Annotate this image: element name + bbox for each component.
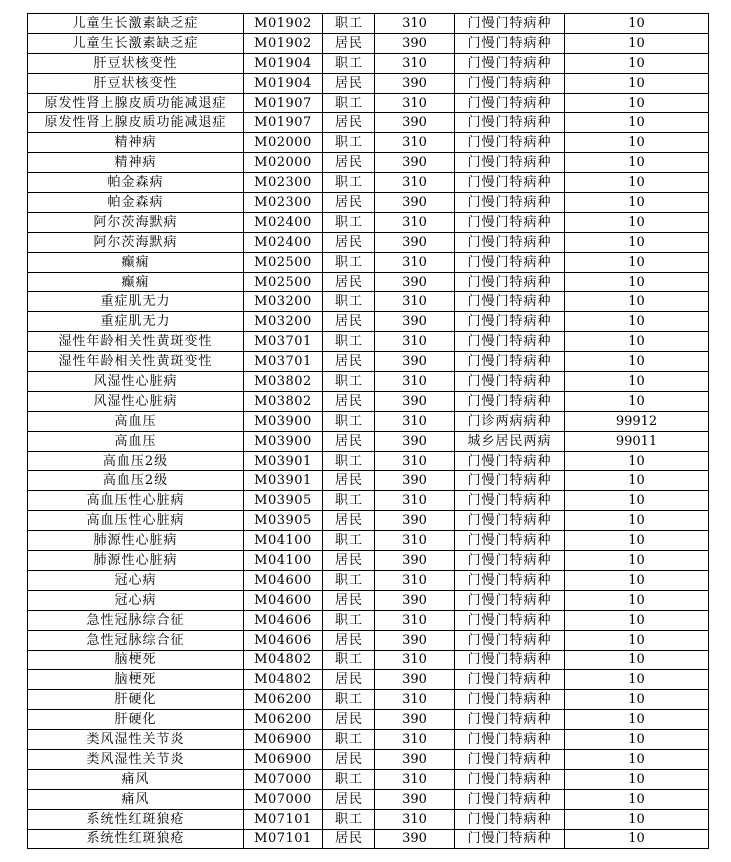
insurance-type-cell: 居民 bbox=[323, 193, 375, 213]
disease-code-cell: M07000 bbox=[244, 789, 323, 809]
category-cell: 门慢门特病种 bbox=[455, 212, 565, 232]
insurance-type-cell: 职工 bbox=[323, 650, 375, 670]
table-row bbox=[28, 73, 709, 93]
insurance-type-cell: 职工 bbox=[323, 173, 375, 193]
disease-code-cell: M01904 bbox=[244, 53, 323, 73]
category-cell: 门慢门特病种 bbox=[455, 53, 565, 73]
disease-name-cell: 肝豆状核变性 bbox=[28, 53, 244, 73]
insurance-code-cell: 310 bbox=[375, 769, 455, 789]
category-code-cell: 10 bbox=[565, 292, 709, 312]
category-code-cell: 10 bbox=[565, 590, 709, 610]
disease-name-cell: 高血压性心脏病 bbox=[28, 491, 244, 511]
category-code-cell: 10 bbox=[565, 391, 709, 411]
category-cell: 门慢门特病种 bbox=[455, 232, 565, 252]
category-cell: 门慢门特病种 bbox=[455, 749, 565, 769]
table-row bbox=[28, 173, 709, 193]
disease-code-cell: M04600 bbox=[244, 570, 323, 590]
category-cell: 门慢门特病种 bbox=[455, 690, 565, 710]
insurance-type-cell: 居民 bbox=[323, 789, 375, 809]
category-cell: 门慢门特病种 bbox=[455, 551, 565, 571]
disease-name-cell: 帕金森病 bbox=[28, 173, 244, 193]
insurance-type-cell: 职工 bbox=[323, 531, 375, 551]
table-row bbox=[28, 14, 709, 34]
disease-name-cell: 精神病 bbox=[28, 153, 244, 173]
insurance-code-cell: 310 bbox=[375, 93, 455, 113]
category-cell: 门慢门特病种 bbox=[455, 710, 565, 730]
category-cell: 门慢门特病种 bbox=[455, 650, 565, 670]
table-row bbox=[28, 570, 709, 590]
category-cell: 门慢门特病种 bbox=[455, 133, 565, 153]
disease-name-cell: 急性冠脉综合征 bbox=[28, 630, 244, 650]
category-code-cell: 10 bbox=[565, 749, 709, 769]
disease-code-cell: M06200 bbox=[244, 690, 323, 710]
disease-code-cell: M04606 bbox=[244, 630, 323, 650]
insurance-type-cell: 职工 bbox=[323, 690, 375, 710]
category-cell: 门慢门特病种 bbox=[455, 670, 565, 690]
category-cell: 门慢门特病种 bbox=[455, 14, 565, 34]
disease-name-cell: 系统性红斑狼疮 bbox=[28, 809, 244, 829]
table-row bbox=[28, 590, 709, 610]
insurance-type-cell: 职工 bbox=[323, 570, 375, 590]
category-code-cell: 10 bbox=[565, 551, 709, 571]
category-code-cell: 10 bbox=[565, 212, 709, 232]
insurance-code-cell: 310 bbox=[375, 451, 455, 471]
insurance-code-cell: 310 bbox=[375, 173, 455, 193]
insurance-code-cell: 310 bbox=[375, 14, 455, 34]
insurance-code-cell: 310 bbox=[375, 730, 455, 750]
category-cell: 门慢门特病种 bbox=[455, 809, 565, 829]
disease-code-cell: M06900 bbox=[244, 749, 323, 769]
disease-name-cell: 肝硬化 bbox=[28, 710, 244, 730]
table-row bbox=[28, 710, 709, 730]
category-cell: 门慢门特病种 bbox=[455, 352, 565, 372]
disease-name-cell: 帕金森病 bbox=[28, 193, 244, 213]
disease-code-cell: M04100 bbox=[244, 531, 323, 551]
category-code-cell: 10 bbox=[565, 829, 709, 849]
insurance-type-cell: 居民 bbox=[323, 749, 375, 769]
disease-code-cell: M04600 bbox=[244, 590, 323, 610]
category-code-cell: 10 bbox=[565, 352, 709, 372]
disease-code-table bbox=[27, 13, 709, 849]
category-code-cell: 10 bbox=[565, 690, 709, 710]
disease-name-cell: 肺源性心脏病 bbox=[28, 531, 244, 551]
insurance-type-cell: 居民 bbox=[323, 232, 375, 252]
category-cell: 门慢门特病种 bbox=[455, 491, 565, 511]
insurance-type-cell: 居民 bbox=[323, 670, 375, 690]
table-row bbox=[28, 113, 709, 133]
disease-name-cell: 冠心病 bbox=[28, 570, 244, 590]
category-cell: 门慢门特病种 bbox=[455, 312, 565, 332]
insurance-type-cell: 职工 bbox=[323, 212, 375, 232]
disease-code-cell: M01907 bbox=[244, 113, 323, 133]
table-row bbox=[28, 292, 709, 312]
disease-name-cell: 高血压 bbox=[28, 431, 244, 451]
category-code-cell: 10 bbox=[565, 272, 709, 292]
category-code-cell: 10 bbox=[565, 93, 709, 113]
table-row bbox=[28, 730, 709, 750]
insurance-code-cell: 310 bbox=[375, 53, 455, 73]
disease-code-cell: M04802 bbox=[244, 650, 323, 670]
insurance-code-cell: 390 bbox=[375, 193, 455, 213]
disease-name-cell: 癫痫 bbox=[28, 272, 244, 292]
table-row bbox=[28, 372, 709, 392]
disease-name-cell: 原发性肾上腺皮质功能减退症 bbox=[28, 93, 244, 113]
category-cell: 门慢门特病种 bbox=[455, 73, 565, 93]
disease-name-cell: 系统性红斑狼疮 bbox=[28, 829, 244, 849]
disease-name-cell: 高血压性心脏病 bbox=[28, 511, 244, 531]
disease-name-cell: 儿童生长激素缺乏症 bbox=[28, 33, 244, 53]
disease-code-cell: M07101 bbox=[244, 809, 323, 829]
disease-name-cell: 冠心病 bbox=[28, 590, 244, 610]
disease-name-cell: 高血压2级 bbox=[28, 471, 244, 491]
table-body bbox=[28, 14, 709, 849]
disease-name-cell: 湿性年龄相关性黄斑变性 bbox=[28, 332, 244, 352]
category-cell: 门慢门特病种 bbox=[455, 153, 565, 173]
insurance-code-cell: 310 bbox=[375, 252, 455, 272]
disease-code-cell: M03802 bbox=[244, 372, 323, 392]
table-row bbox=[28, 33, 709, 53]
insurance-code-cell: 390 bbox=[375, 232, 455, 252]
insurance-code-cell: 390 bbox=[375, 829, 455, 849]
insurance-type-cell: 职工 bbox=[323, 252, 375, 272]
insurance-type-cell: 居民 bbox=[323, 551, 375, 571]
insurance-code-cell: 390 bbox=[375, 511, 455, 531]
table-row bbox=[28, 650, 709, 670]
insurance-code-cell: 310 bbox=[375, 531, 455, 551]
insurance-code-cell: 390 bbox=[375, 33, 455, 53]
table-row bbox=[28, 491, 709, 511]
category-code-cell: 10 bbox=[565, 670, 709, 690]
disease-code-cell: M02400 bbox=[244, 232, 323, 252]
insurance-code-cell: 310 bbox=[375, 809, 455, 829]
disease-name-cell: 癫痫 bbox=[28, 252, 244, 272]
table-row bbox=[28, 511, 709, 531]
disease-name-cell: 类风湿性关节炎 bbox=[28, 749, 244, 769]
insurance-code-cell: 390 bbox=[375, 391, 455, 411]
category-code-cell: 10 bbox=[565, 193, 709, 213]
table-row bbox=[28, 531, 709, 551]
insurance-type-cell: 居民 bbox=[323, 312, 375, 332]
insurance-type-cell: 居民 bbox=[323, 391, 375, 411]
insurance-type-cell: 居民 bbox=[323, 431, 375, 451]
disease-code-cell: M06900 bbox=[244, 730, 323, 750]
insurance-type-cell: 职工 bbox=[323, 411, 375, 431]
category-code-cell: 10 bbox=[565, 73, 709, 93]
disease-name-cell: 肺源性心脏病 bbox=[28, 551, 244, 571]
insurance-type-cell: 职工 bbox=[323, 53, 375, 73]
insurance-type-cell: 职工 bbox=[323, 133, 375, 153]
category-cell: 门慢门特病种 bbox=[455, 332, 565, 352]
category-cell: 门慢门特病种 bbox=[455, 292, 565, 312]
insurance-type-cell: 居民 bbox=[323, 829, 375, 849]
category-code-cell: 10 bbox=[565, 451, 709, 471]
insurance-code-cell: 390 bbox=[375, 73, 455, 93]
table-row bbox=[28, 272, 709, 292]
insurance-code-cell: 310 bbox=[375, 212, 455, 232]
table-row bbox=[28, 451, 709, 471]
category-cell: 门慢门特病种 bbox=[455, 789, 565, 809]
disease-code-cell: M02500 bbox=[244, 252, 323, 272]
category-code-cell: 10 bbox=[565, 491, 709, 511]
insurance-code-cell: 390 bbox=[375, 352, 455, 372]
category-cell: 门慢门特病种 bbox=[455, 829, 565, 849]
insurance-code-cell: 390 bbox=[375, 272, 455, 292]
disease-code-cell: M07000 bbox=[244, 769, 323, 789]
table-row bbox=[28, 252, 709, 272]
category-cell: 门慢门特病种 bbox=[455, 391, 565, 411]
category-code-cell: 10 bbox=[565, 173, 709, 193]
disease-code-cell: M03802 bbox=[244, 391, 323, 411]
disease-code-cell: M03200 bbox=[244, 312, 323, 332]
table-row bbox=[28, 53, 709, 73]
table-row bbox=[28, 391, 709, 411]
category-code-cell: 10 bbox=[565, 252, 709, 272]
category-cell: 门慢门特病种 bbox=[455, 730, 565, 750]
category-cell: 门慢门特病种 bbox=[455, 372, 565, 392]
disease-name-cell: 类风湿性关节炎 bbox=[28, 730, 244, 750]
disease-code-cell: M04802 bbox=[244, 670, 323, 690]
disease-name-cell: 重症肌无力 bbox=[28, 292, 244, 312]
insurance-type-cell: 职工 bbox=[323, 491, 375, 511]
disease-code-cell: M03901 bbox=[244, 451, 323, 471]
category-code-cell: 10 bbox=[565, 511, 709, 531]
disease-name-cell: 风湿性心脏病 bbox=[28, 372, 244, 392]
table-row bbox=[28, 332, 709, 352]
insurance-type-cell: 居民 bbox=[323, 272, 375, 292]
insurance-type-cell: 职工 bbox=[323, 332, 375, 352]
insurance-type-cell: 居民 bbox=[323, 33, 375, 53]
insurance-type-cell: 职工 bbox=[323, 610, 375, 630]
category-code-cell: 10 bbox=[565, 14, 709, 34]
disease-code-cell: M03200 bbox=[244, 292, 323, 312]
insurance-type-cell: 居民 bbox=[323, 471, 375, 491]
disease-name-cell: 阿尔茨海默病 bbox=[28, 232, 244, 252]
category-code-cell: 10 bbox=[565, 471, 709, 491]
table-row bbox=[28, 312, 709, 332]
disease-code-cell: M04100 bbox=[244, 551, 323, 571]
disease-name-cell: 阿尔茨海默病 bbox=[28, 212, 244, 232]
table-row bbox=[28, 610, 709, 630]
disease-name-cell: 湿性年龄相关性黄斑变性 bbox=[28, 352, 244, 372]
table-row bbox=[28, 769, 709, 789]
disease-code-cell: M02300 bbox=[244, 173, 323, 193]
category-code-cell: 10 bbox=[565, 809, 709, 829]
insurance-type-cell: 居民 bbox=[323, 113, 375, 133]
table-row bbox=[28, 630, 709, 650]
disease-code-cell: M02400 bbox=[244, 212, 323, 232]
table-row bbox=[28, 551, 709, 571]
disease-code-cell: M01902 bbox=[244, 14, 323, 34]
disease-code-cell: M02000 bbox=[244, 153, 323, 173]
insurance-code-cell: 310 bbox=[375, 570, 455, 590]
insurance-type-cell: 居民 bbox=[323, 352, 375, 372]
insurance-code-cell: 310 bbox=[375, 610, 455, 630]
category-cell: 门慢门特病种 bbox=[455, 769, 565, 789]
category-cell: 门慢门特病种 bbox=[455, 610, 565, 630]
category-code-cell: 10 bbox=[565, 630, 709, 650]
disease-code-cell: M03901 bbox=[244, 471, 323, 491]
disease-name-cell: 重症肌无力 bbox=[28, 312, 244, 332]
category-cell: 城乡居民两病 bbox=[455, 431, 565, 451]
table-row bbox=[28, 670, 709, 690]
insurance-code-cell: 390 bbox=[375, 789, 455, 809]
category-code-cell: 10 bbox=[565, 610, 709, 630]
disease-code-cell: M03905 bbox=[244, 491, 323, 511]
insurance-type-cell: 职工 bbox=[323, 730, 375, 750]
disease-name-cell: 精神病 bbox=[28, 133, 244, 153]
insurance-type-cell: 居民 bbox=[323, 73, 375, 93]
disease-code-cell: M02000 bbox=[244, 133, 323, 153]
insurance-type-cell: 居民 bbox=[323, 590, 375, 610]
insurance-code-cell: 310 bbox=[375, 650, 455, 670]
disease-name-cell: 高血压2级 bbox=[28, 451, 244, 471]
category-cell: 门慢门特病种 bbox=[455, 471, 565, 491]
category-cell: 门慢门特病种 bbox=[455, 630, 565, 650]
table-row bbox=[28, 232, 709, 252]
insurance-type-cell: 职工 bbox=[323, 372, 375, 392]
disease-name-cell: 痛风 bbox=[28, 789, 244, 809]
insurance-code-cell: 310 bbox=[375, 690, 455, 710]
disease-code-cell: M03900 bbox=[244, 431, 323, 451]
category-cell: 门慢门特病种 bbox=[455, 93, 565, 113]
category-code-cell: 10 bbox=[565, 332, 709, 352]
insurance-code-cell: 310 bbox=[375, 372, 455, 392]
category-code-cell: 99011 bbox=[565, 431, 709, 451]
table-row bbox=[28, 829, 709, 849]
disease-name-cell: 肝豆状核变性 bbox=[28, 73, 244, 93]
insurance-type-cell: 居民 bbox=[323, 511, 375, 531]
category-code-cell: 10 bbox=[565, 769, 709, 789]
disease-code-cell: M02300 bbox=[244, 193, 323, 213]
insurance-code-cell: 310 bbox=[375, 292, 455, 312]
insurance-type-cell: 居民 bbox=[323, 630, 375, 650]
category-cell: 门慢门特病种 bbox=[455, 193, 565, 213]
category-cell: 门慢门特病种 bbox=[455, 511, 565, 531]
disease-name-cell: 高血压 bbox=[28, 411, 244, 431]
category-cell: 门慢门特病种 bbox=[455, 590, 565, 610]
table-row bbox=[28, 809, 709, 829]
category-code-cell: 10 bbox=[565, 53, 709, 73]
insurance-type-cell: 职工 bbox=[323, 809, 375, 829]
insurance-code-cell: 390 bbox=[375, 312, 455, 332]
category-cell: 门慢门特病种 bbox=[455, 252, 565, 272]
category-code-cell: 10 bbox=[565, 133, 709, 153]
category-code-cell: 10 bbox=[565, 789, 709, 809]
table-row bbox=[28, 153, 709, 173]
insurance-code-cell: 310 bbox=[375, 133, 455, 153]
insurance-code-cell: 390 bbox=[375, 113, 455, 133]
disease-name-cell: 急性冠脉综合征 bbox=[28, 610, 244, 630]
insurance-code-cell: 390 bbox=[375, 630, 455, 650]
table-row bbox=[28, 411, 709, 431]
disease-code-cell: M07101 bbox=[244, 829, 323, 849]
insurance-type-cell: 职工 bbox=[323, 14, 375, 34]
disease-name-cell: 风湿性心脏病 bbox=[28, 391, 244, 411]
category-code-cell: 10 bbox=[565, 710, 709, 730]
insurance-code-cell: 310 bbox=[375, 332, 455, 352]
disease-code-cell: M03900 bbox=[244, 411, 323, 431]
insurance-code-cell: 310 bbox=[375, 411, 455, 431]
disease-name-cell: 痛风 bbox=[28, 769, 244, 789]
table-row bbox=[28, 431, 709, 451]
category-cell: 门慢门特病种 bbox=[455, 272, 565, 292]
insurance-code-cell: 310 bbox=[375, 491, 455, 511]
table-row bbox=[28, 690, 709, 710]
disease-code-cell: M04606 bbox=[244, 610, 323, 630]
disease-code-cell: M03905 bbox=[244, 511, 323, 531]
disease-name-cell: 脑梗死 bbox=[28, 650, 244, 670]
category-code-cell: 10 bbox=[565, 650, 709, 670]
category-code-cell: 10 bbox=[565, 232, 709, 252]
category-cell: 门慢门特病种 bbox=[455, 173, 565, 193]
insurance-code-cell: 390 bbox=[375, 670, 455, 690]
disease-name-cell: 原发性肾上腺皮质功能减退症 bbox=[28, 113, 244, 133]
category-cell: 门慢门特病种 bbox=[455, 113, 565, 133]
disease-code-cell: M01904 bbox=[244, 73, 323, 93]
category-code-cell: 10 bbox=[565, 33, 709, 53]
category-code-cell: 10 bbox=[565, 312, 709, 332]
insurance-type-cell: 居民 bbox=[323, 153, 375, 173]
category-code-cell: 10 bbox=[565, 372, 709, 392]
category-code-cell: 10 bbox=[565, 730, 709, 750]
insurance-code-cell: 390 bbox=[375, 590, 455, 610]
category-cell: 门慢门特病种 bbox=[455, 570, 565, 590]
table-row bbox=[28, 471, 709, 491]
disease-code-cell: M03701 bbox=[244, 352, 323, 372]
disease-name-cell: 肝硬化 bbox=[28, 690, 244, 710]
insurance-code-cell: 390 bbox=[375, 471, 455, 491]
table-row bbox=[28, 212, 709, 232]
insurance-type-cell: 职工 bbox=[323, 451, 375, 471]
insurance-type-cell: 职工 bbox=[323, 292, 375, 312]
insurance-code-cell: 390 bbox=[375, 431, 455, 451]
disease-name-cell: 脑梗死 bbox=[28, 670, 244, 690]
insurance-code-cell: 390 bbox=[375, 710, 455, 730]
table-row bbox=[28, 133, 709, 153]
category-code-cell: 10 bbox=[565, 531, 709, 551]
category-cell: 门诊两病病种 bbox=[455, 411, 565, 431]
disease-name-cell: 儿童生长激素缺乏症 bbox=[28, 14, 244, 34]
category-cell: 门慢门特病种 bbox=[455, 531, 565, 551]
category-code-cell: 99912 bbox=[565, 411, 709, 431]
insurance-type-cell: 职工 bbox=[323, 769, 375, 789]
category-cell: 门慢门特病种 bbox=[455, 451, 565, 471]
table-row bbox=[28, 749, 709, 769]
disease-code-cell: M01907 bbox=[244, 93, 323, 113]
disease-code-cell: M02500 bbox=[244, 272, 323, 292]
disease-code-cell: M03701 bbox=[244, 332, 323, 352]
table-row bbox=[28, 789, 709, 809]
category-cell: 门慢门特病种 bbox=[455, 33, 565, 53]
insurance-code-cell: 390 bbox=[375, 153, 455, 173]
table-row bbox=[28, 352, 709, 372]
insurance-code-cell: 390 bbox=[375, 551, 455, 571]
insurance-type-cell: 居民 bbox=[323, 710, 375, 730]
category-code-cell: 10 bbox=[565, 570, 709, 590]
insurance-type-cell: 职工 bbox=[323, 93, 375, 113]
table-row bbox=[28, 93, 709, 113]
category-code-cell: 10 bbox=[565, 153, 709, 173]
category-code-cell: 10 bbox=[565, 113, 709, 133]
disease-code-cell: M01902 bbox=[244, 33, 323, 53]
insurance-code-cell: 390 bbox=[375, 749, 455, 769]
table-row bbox=[28, 193, 709, 213]
disease-code-cell: M06200 bbox=[244, 710, 323, 730]
